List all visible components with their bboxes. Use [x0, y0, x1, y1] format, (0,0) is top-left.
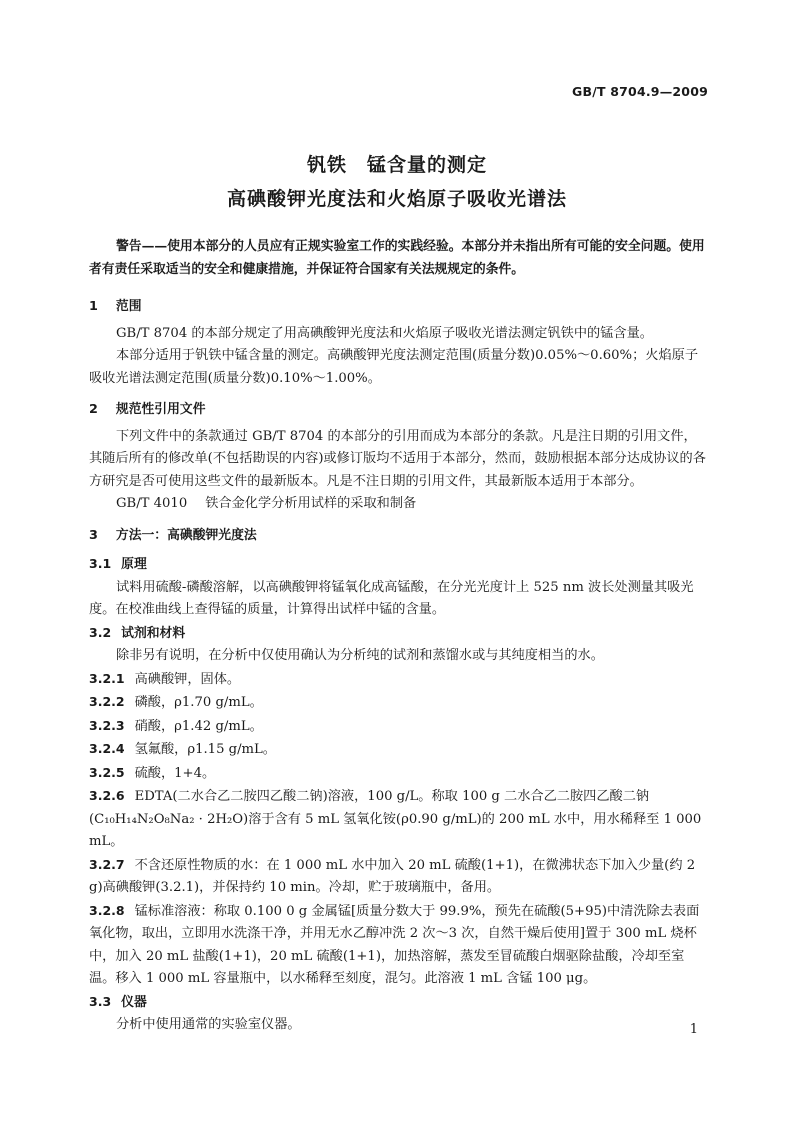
item-number: 3.2.2 — [89, 694, 125, 709]
warning-block — [89, 236, 706, 281]
document-body — [89, 289, 706, 1037]
section-2-heading — [89, 399, 706, 422]
item-text: 磷酸，ρ1.70 g/mL。 — [134, 695, 263, 710]
reference-code: GB/T 4010 — [116, 496, 188, 511]
reference-title: 铁合金化学分析用试样的采取和制备 — [205, 496, 417, 511]
section-title: 原理 — [121, 557, 147, 572]
list-item — [89, 738, 706, 762]
item-number: 3.2.3 — [89, 717, 125, 733]
section-3-3-paragraph: 分析中使用通常的实验室仪器。 — [116, 1017, 301, 1032]
document-title-line1: 钒铁 锰含量的测定 — [306, 154, 487, 176]
list-item-3-2-8 — [89, 900, 706, 991]
section-title: 范围 — [115, 299, 142, 314]
section-3-3-heading — [89, 991, 706, 1015]
item-text: 硫酸，1+4。 — [134, 765, 216, 781]
list-item — [89, 691, 706, 715]
item-text: 高碘酸钾，固体。 — [134, 671, 241, 687]
item-text: 溶于含有 5 mL 氢氧化铵(ρ0.90 g/mL)的 200 mL 水中，用水稀释至 1 000 mL。 — [89, 811, 702, 849]
section-1-paragraph-1: GB/T 8704 的本部分规定了用高碘酸钾光度法和火焰原子吸收光谱法测定钒铁中的锰含量。 — [116, 325, 653, 341]
section-3-1-heading — [89, 553, 706, 577]
item-number: 3.2.4 — [89, 741, 125, 756]
item-number: 3.2.1 — [89, 670, 125, 686]
section-number: 2 — [89, 402, 98, 417]
list-item — [89, 668, 706, 692]
item-text: 锰标准溶液：称取 0.100 0 g 金属锰[质量分数大于 99.9%，预先在硫酸(5+95)中清洗除去表面氧化物，取出，立即用水洗涤干净，并用无水乙醇冲洗 2 次～3 次，自然干燥后使用]置于 300 mL 烧杯中，加入 20 mL 盐酸(1+1)，20 mL 硫酸(1+1)，加热溶解，蒸发至冒硫酸白烟驱除盐酸，冷却至室温。移入 1 000 mL 容量瓶中，以水稀释至刻度，混匀。此溶液 1 mL 含锰 100 μg。 — [89, 903, 700, 986]
standard-code: GB/T 8704.9—2009 — [572, 84, 708, 99]
list-item-3-2-7 — [89, 854, 706, 900]
section-title: 方法一：高碘酸钾光度法 — [115, 527, 257, 543]
list-item — [89, 762, 706, 786]
section-number: 3.2 — [89, 624, 112, 640]
warning-text: 警告——使用本部分的人员应有正规实验室工作的实践经验。本部分并未指出所有可能的安全问题。使用者有责任采取适当的安全和健康措施，并保证符合国家有关法规规定的条件。 — [89, 239, 705, 277]
section-number: 1 — [89, 299, 98, 314]
section-1-heading — [89, 296, 706, 319]
item-text: 硝酸，ρ1.42 g/mL。 — [134, 718, 263, 734]
list-item-3-2-6 — [89, 785, 706, 854]
section-title: 规范性引用文件 — [115, 402, 206, 417]
item-number: 3.2.6 — [89, 788, 125, 803]
section-3-2-paragraph: 除非另有说明，在分析中仅使用确认为分析纯的试剂和蒸馏水或与其纯度相当的水。 — [116, 648, 604, 663]
section-3-2-heading — [89, 622, 706, 646]
section-title: 试剂和材料 — [121, 625, 186, 641]
item-number: 3.2.8 — [89, 902, 125, 918]
section-1-paragraph-2: 本部分适用于钒铁中锰含量的测定。高碘酸钾光度法测定范围(质量分数)0.05%～0.60%；火焰原子吸收光谱法测定范围(质量分数)0.10%～1.00%。 — [89, 348, 699, 386]
item-text: 不含还原性物质的水：在 1 000 mL 水中加入 20 mL 硫酸(1+1)，在微沸状态下加入少量(约 2 g)高碘酸钾(3.2.1)，并保持约 10 min。冷却，贮于玻璃瓶中，备用。 — [89, 857, 696, 895]
item-number: 3.2.5 — [89, 764, 125, 780]
chemical-formula: (C₁₀H₁₄N₂O₈Na₂ · 2H₂O) — [89, 811, 249, 827]
section-3-1-paragraph: 试料用硫酸-磷酸溶解，以高碘酸钾将锰氧化成高锰酸，在分光光度计上 525 nm 波长处测量其吸光度。在校准曲线上查得锰的质量，计算得出试样中锰的含量。 — [89, 579, 694, 617]
normative-reference — [89, 493, 706, 516]
section-number: 3.1 — [89, 556, 112, 571]
section-number: 3 — [89, 527, 98, 543]
document-title-line2: 高碘酸钾光度法和火焰原子吸收光谱法 — [226, 188, 567, 210]
section-number: 3.3 — [89, 993, 112, 1009]
list-item — [89, 715, 706, 739]
item-number: 3.2.7 — [89, 856, 125, 872]
page-number: 1 — [689, 1022, 698, 1037]
section-2-paragraph-1: 下列文件中的条款通过 GB/T 8704 的本部分的引用而成为本部分的条款。凡是注日期的引用文件，其随后所有的修改单(不包括勘误的内容)或修订版均不适用于本部分，然而，鼓励根据本部分达成协议的各方研究是否可使用这些文件的最新版本。凡是不注日期的引用文件，其最新版本适用于本部分。 — [89, 428, 706, 489]
section-title: 仪器 — [121, 994, 147, 1010]
item-text: EDTA(二水合乙二胺四乙酸二钠)溶液，100 g/L。称取 100 g 二水合乙二胺四乙酸二钠 — [134, 789, 650, 804]
item-text: 氢氟酸，ρ1.15 g/mL。 — [134, 742, 276, 757]
section-3-heading — [89, 525, 706, 548]
